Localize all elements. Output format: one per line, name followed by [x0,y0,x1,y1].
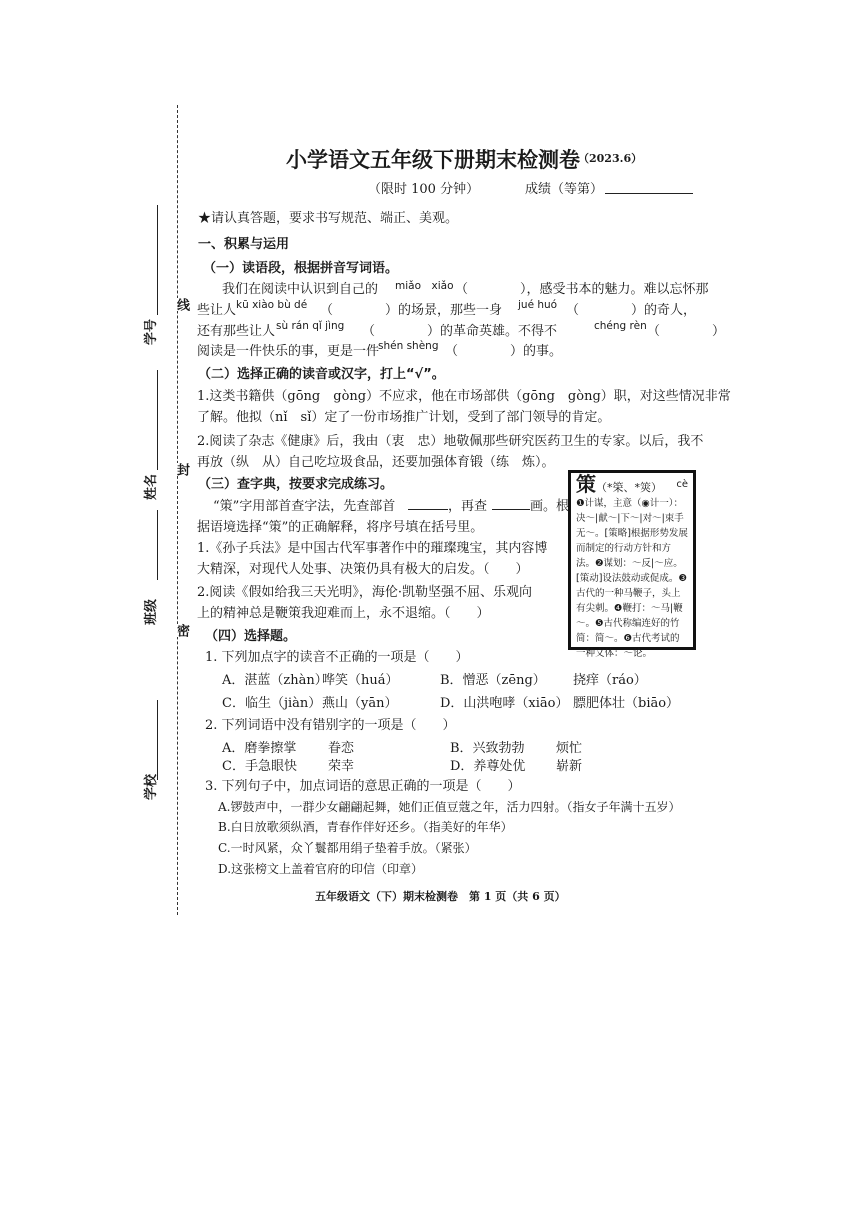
s3-line1-b: ，再查 [448,499,488,514]
section1-heading: （一）读语段，根据拼音写词语。 [203,261,399,276]
q1-option-d2: 膘肥体壮（biāo） [573,696,680,711]
q3-option-b[interactable]: B.白日放歌须纵酒，青春作伴好还乡。（指美好的年华） [218,820,513,834]
s1-line1-a: 我们在阅读中认识到自己的 [222,282,379,297]
seal-word-secret: 密 [174,624,189,637]
student-id-label: 学号 [144,318,159,345]
q2-option-d2: 崭新 [556,759,583,774]
q3-option-d[interactable]: D.这张榜文上盖着官府的印信（印章） [218,862,424,876]
q2-option-c2: 荣幸 [328,759,355,774]
dict-pinyin: cè [676,479,688,490]
school-line[interactable] [157,700,158,780]
s1-line3-c[interactable]: （ ） [647,324,726,339]
class-line[interactable] [157,510,158,580]
s1-line3-b[interactable]: （ ）的革命英雄。不得不 [362,324,558,339]
dict-definitions: ❶计谋，主意（◉计一）：决～|献～|下～|对～|束手无～。[策略]根据形势发展而制定的行动方针和方法。❷谋划：～反|～应。[策动]设法鼓动或促成。❸古代的一种马鞭子，头上有尖刺。❹鞭打：～马|鞭～。❺古代称编连好的竹简：简～。❻古代考试的一种文体：～论。 [576,498,688,659]
grade-label: 成绩（等第） [525,182,604,197]
section3-heading: （三）查字典，按要求完成练习。 [198,477,394,492]
grade-field[interactable] [605,193,693,194]
q2-option-b[interactable]: B．兴致勃勃 [450,741,525,756]
q2-option-d[interactable]: D．养尊处优 [450,759,526,774]
s2-para1-line2[interactable]: 了解。他拟（nǐ sǐ）定了一份市场推广计划，受到了部门领导的肯定。 [197,410,611,425]
q1-option-c[interactable]: C．临生（jiàn） [222,696,322,711]
q1-option-b[interactable]: B．憎恶（zēng） [440,673,546,688]
s3-q1-line2[interactable]: 大精深，对现代人处事、决策仍具有极大的启发。（ ） [197,562,529,577]
s3-q2-line1: 2.阅读《假如给我三天光明》，海伦·凯勒坚强不屈、乐观向 [197,585,533,600]
s3-q1-line1: 1.《孙子兵法》是中国古代军事著作中的璀璨瑰宝，其内容博 [197,541,548,556]
q1-option-c2: 燕山（yān） [322,696,398,711]
s1-pinyin5: chéng rèn [594,320,647,332]
s1-pinyin1: miǎo xiǎo [395,280,454,292]
dict-variants: （*筞、*筴） [596,481,662,494]
time-limit: （限时 100 分钟） [368,182,480,197]
instruction: ★请认真答题，要求书写规范、端正、美观。 [198,211,459,226]
q2-option-a[interactable]: A．磨拳擦掌 [222,741,297,756]
class-label: 班级 [144,598,159,625]
q1-stem: 1. 下列加点字的读音不正确的一项是（ ） [205,650,469,665]
s1-pinyin4: sù rán qǐ jìng [276,320,345,332]
s1-line4-a: 阅读是一件快乐的事，更是一件 [197,344,380,359]
s3-line1-a: “策”字用部首查字法，先查部首 [213,499,396,514]
dictionary-entry-box [568,470,696,659]
section4-heading: （四）选择题。 [205,629,297,644]
q2-option-a2: 眷恋 [328,741,355,756]
s3-q2-line2[interactable]: 上的精神总是鞭策我迎难而上，永不退缩。（ ） [197,606,490,621]
s1-pinyin6: shén shèng [378,340,439,352]
s1-line4-b[interactable]: （ ）的事。 [445,344,563,359]
s1-line2-b[interactable]: （ ）的场景，那些一身 [320,303,503,318]
page-footer: 五年级语文（下）期末检测卷 第 1 页（共 6 页） [315,890,566,903]
part1-heading: 一、积累与运用 [198,237,290,252]
s2-para2-line2[interactable]: 再放（纵 从）自己吃垃圾食品，还要加强体育锻（练 炼）。 [197,455,555,470]
q3-option-a[interactable]: A.锣鼓声中，一群少女翩翩起舞，她们正值豆蔻之年，活力四射。（指女子年满十五岁） [218,800,681,814]
seal-word-line: 线 [174,298,189,311]
q3-stem: 3. 下列句子中，加点词语的意思正确的一项是（ ） [205,779,521,794]
s1-line3-a: 还有那些让人 [197,324,276,339]
q1-option-a2: 哗笑（huá） [322,673,399,688]
q1-option-a[interactable]: A．湛蓝（zhàn） [222,673,328,688]
section2-heading: （二）选择正确的读音或汉字，打上“√”。 [198,367,445,382]
q1-option-b2: 挠痒（ráo） [573,673,647,688]
s1-pinyin2: kū xiào bù dé [236,299,308,311]
student-id-line[interactable] [157,205,158,315]
exam-date: （2023.6） [578,152,643,165]
s1-line2-c[interactable]: （ ）的奇人， [566,303,697,318]
q2-option-b2: 烦忙 [556,741,583,756]
s1-line1-b[interactable]: （ ），感受书本的魅力。难以忘怀那 [455,282,709,297]
binding-line [177,105,178,915]
q1-option-d[interactable]: D．山洪咆哮（xiāo） [440,696,569,711]
stroke-blank[interactable] [492,509,530,510]
q2-stem: 2. 下列词语中没有错别字的一项是（ ） [205,718,456,733]
s3-line1-c: 画。根 [530,499,570,514]
s1-pinyin3: jué huó [518,299,558,311]
s3-line2: 据语境选择“策”的正确解释，将序号填在括号里。 [197,520,484,535]
seal-word-seal: 封 [174,463,189,476]
q3-option-c[interactable]: C.一时风紧，众丫鬟都用绢子垫着手放。（紧张） [218,841,477,855]
school-label: 学校 [144,773,159,800]
s2-para1-line1[interactable]: 1.这类书籍供（gōng gòng）不应求，他在市场部供（gōng gòng）职，对这些情况非常 [197,389,731,404]
q2-option-c[interactable]: C．手急眼快 [222,759,297,774]
page-title: 小学语文五年级下册期末检测卷 [286,148,580,172]
s1-line2-a: 些让人 [197,303,237,318]
dict-headword: 策 [576,472,596,496]
name-line[interactable] [157,370,158,470]
name-label: 姓名 [144,473,159,500]
radical-blank[interactable] [408,509,448,510]
s2-para2-line1[interactable]: 2.阅读了杂志《健康》后，我由（衷 忠）地敬佩那些研究医药卫生的专家。以后，我不 [197,434,704,449]
